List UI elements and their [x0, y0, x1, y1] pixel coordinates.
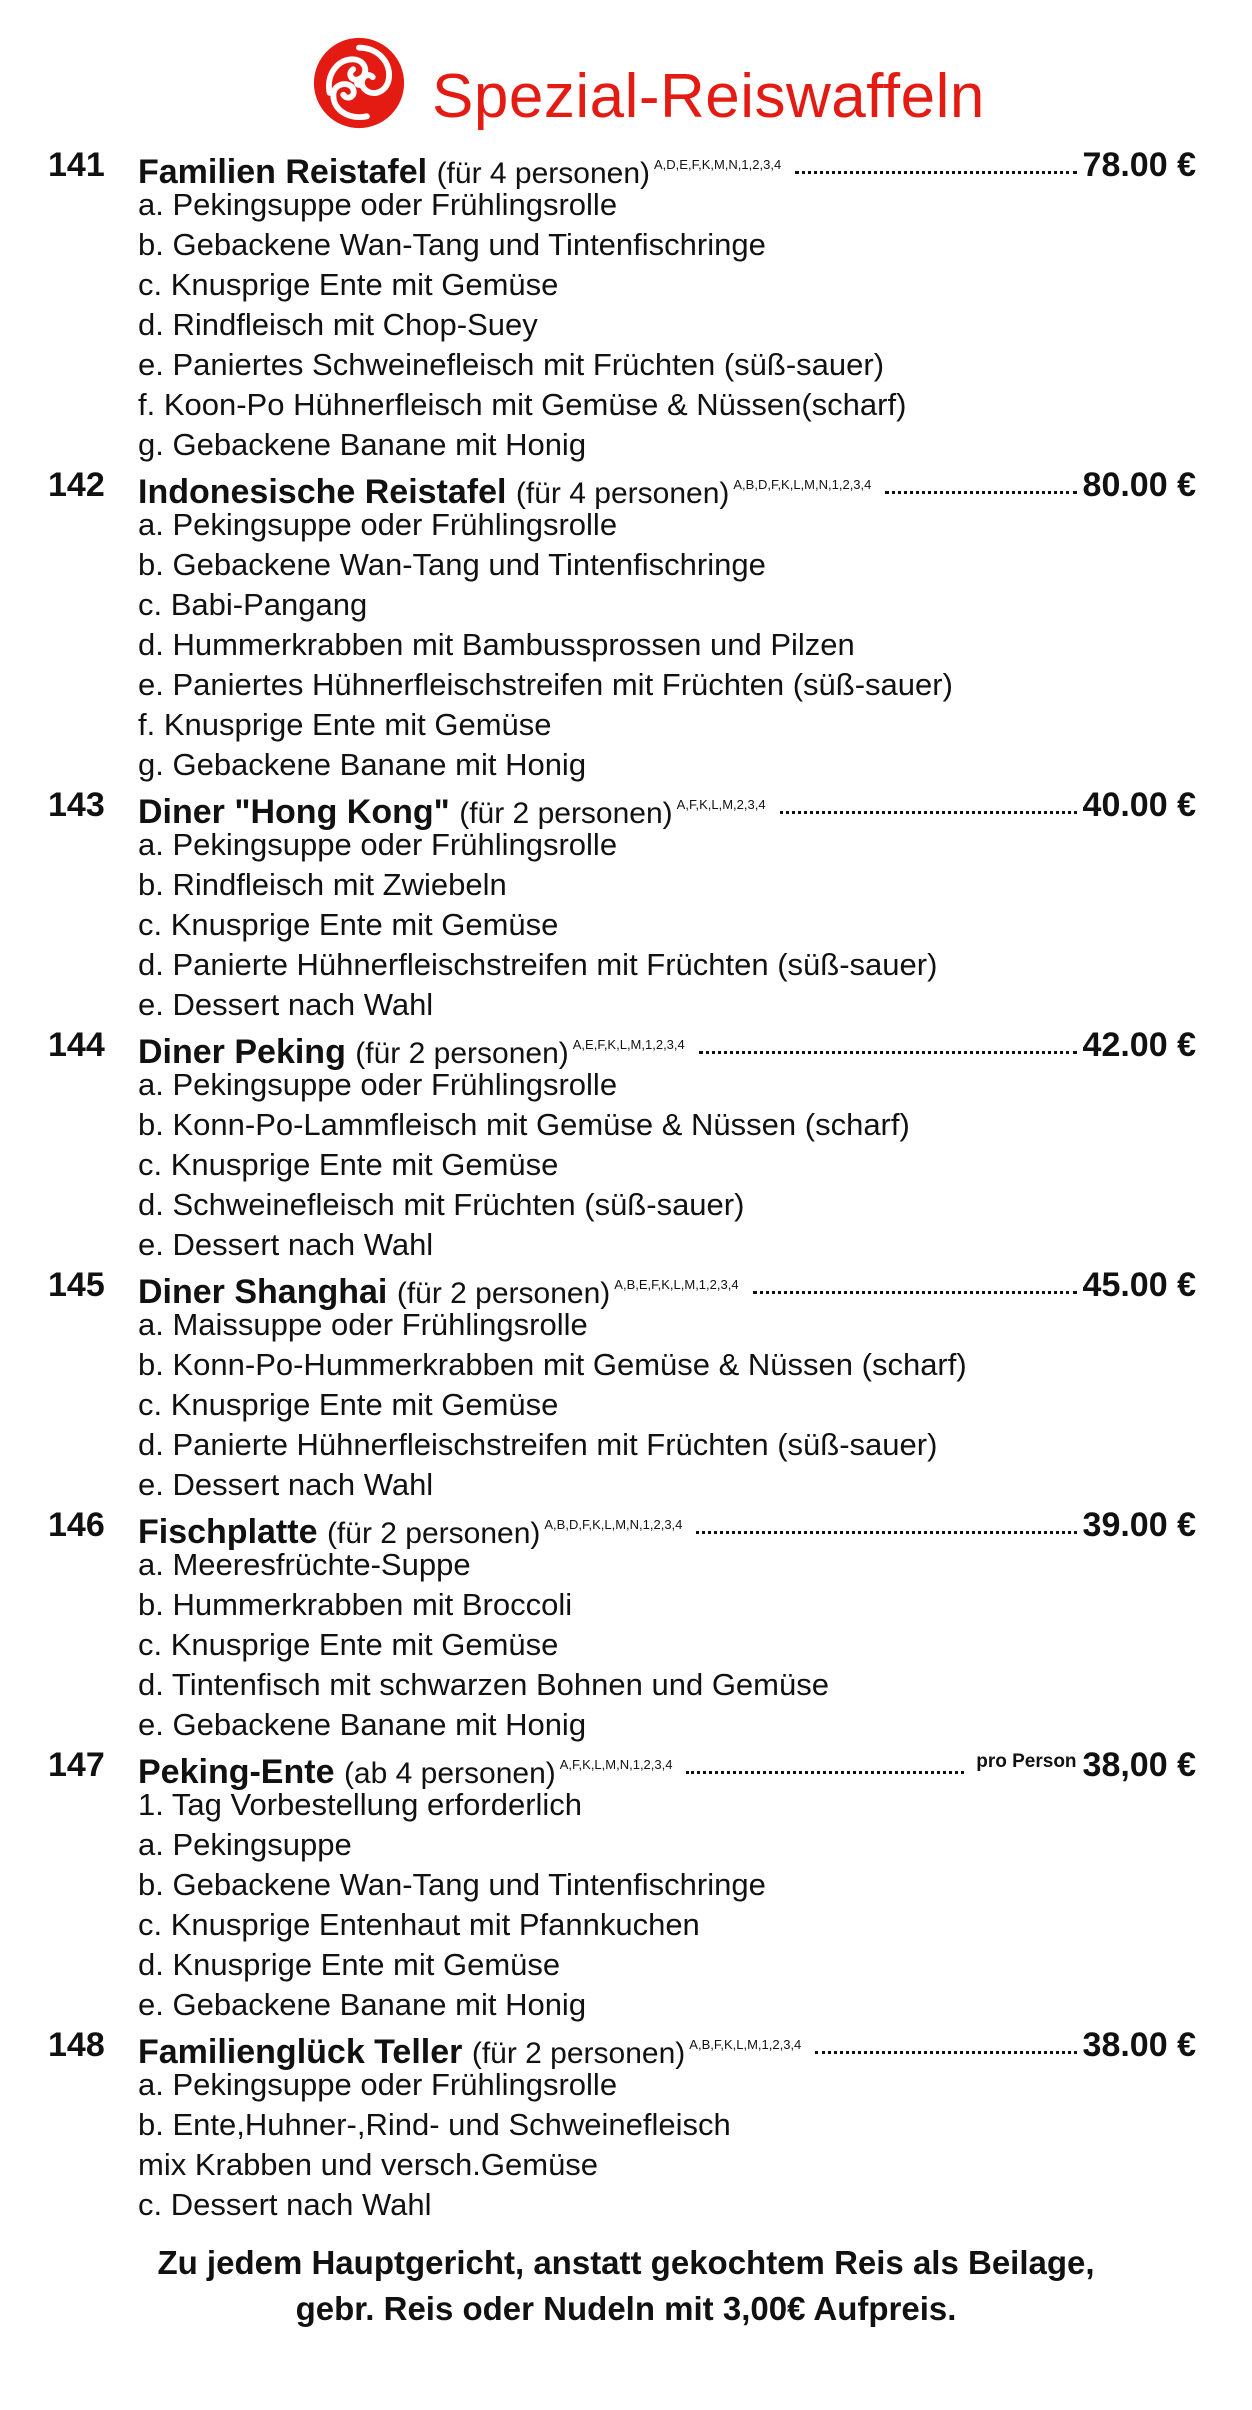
menu-item-name: Familien Reistafel — [138, 153, 428, 191]
menu-item — [0, 2025, 1252, 2225]
menu-item-course: g. Gebackene Banane mit Honig — [138, 747, 587, 782]
menu-item-course: b. Hummerkrabben mit Broccoli — [138, 1587, 573, 1622]
menu-item-price: 39.00 € — [1082, 1506, 1196, 1544]
menu-item-course: b. Ente,Huhner-,Rind- und Schweinefleisch — [138, 2107, 731, 2142]
menu-item-course: e. Dessert nach Wahl — [138, 1227, 434, 1262]
menu-item-course: e. Gebackene Banane mit Honig — [138, 1987, 587, 2022]
menu-item-name: Diner "Hong Kong" — [138, 793, 450, 831]
menu-item-course: e. Dessert nach Wahl — [138, 1467, 434, 1502]
menu-item-header — [0, 465, 1252, 511]
menu-item-course: b. Konn-Po-Hummerkrabben mit Gemüse & Nüssen (scharf) — [138, 1347, 967, 1382]
menu-item-number: 147 — [48, 1746, 105, 1784]
menu-item-course: mix Krabben und versch.Gemüse — [138, 2147, 599, 2182]
menu-item-price: 78.00 € — [1082, 146, 1196, 184]
menu-item-course: b. Gebackene Wan-Tang und Tintenfischringe — [138, 1867, 766, 1902]
menu-item-persons: (für 2 personen) — [396, 1277, 611, 1310]
menu-item-allergens: A,B,D,F,K,L,M,N,1,2,3,4 — [733, 477, 872, 492]
menu-item-title — [138, 1505, 682, 1554]
menu-item-course: e. Paniertes Hühnerfleischstreifen mit Früchten (süß-sauer) — [138, 667, 953, 702]
menu-item — [0, 1265, 1252, 1505]
menu-item-course: a. Pekingsuppe oder Frühlingsrolle — [138, 507, 618, 542]
menu-item-price: 38,00 € — [1082, 1746, 1196, 1784]
menu-item-leader-dots — [780, 811, 1077, 814]
menu-item-persons: (ab 4 personen) — [343, 1757, 556, 1790]
menu-item-price: 38.00 € — [1082, 2026, 1196, 2064]
menu-item — [0, 1025, 1252, 1265]
menu-item-title — [138, 145, 781, 194]
menu-item-allergens: A,B,E,F,K,L,M,1,2,3,4 — [614, 1277, 739, 1292]
menu-item-persons: (für 2 personen) — [471, 2037, 686, 2070]
menu-item-course: b. Konn-Po-Lammfleisch mit Gemüse & Nüssen (scharf) — [138, 1107, 910, 1142]
menu-item-unit: pro Person — [976, 1751, 1077, 1772]
menu-item-title — [138, 785, 766, 834]
menu-item-course: c. Knusprige Ente mit Gemüse — [138, 267, 559, 302]
menu-item-persons: (für 2 personen) — [459, 797, 673, 830]
menu-item-course: g. Gebackene Banane mit Honig — [138, 427, 587, 462]
menu-item-course: f. Koon-Po Hühnerfleisch mit Gemüse & Nüssen(scharf) — [138, 387, 907, 422]
menu-item — [0, 145, 1252, 465]
menu-item-number: 148 — [48, 2026, 105, 2064]
menu-item-course: a. Pekingsuppe oder Frühlingsrolle — [138, 187, 618, 222]
menu-item-persons: (für 2 personen) — [326, 1517, 541, 1550]
menu-item-header — [0, 1265, 1252, 1311]
menu-item-course: d. Knusprige Ente mit Gemüse — [138, 1947, 561, 1982]
menu-item-price: 45.00 € — [1082, 1266, 1196, 1304]
menu-item-number: 142 — [48, 466, 105, 504]
menu-item-course: d. Panierte Hühnerfleischstreifen mit Früchten (süß-sauer) — [138, 1427, 938, 1462]
menu-item-name: Peking-Ente — [138, 1753, 335, 1791]
menu-item-persons: (für 4 personen) — [436, 157, 651, 190]
menu-item-course: c. Knusprige Entenhaut mit Pfannkuchen — [138, 1907, 700, 1942]
menu-item-course: a. Pekingsuppe — [138, 1827, 352, 1862]
menu-item-header — [0, 1025, 1252, 1071]
menu-item-name: Indonesische Reistafel — [138, 473, 507, 511]
menu-item-leader-dots — [686, 1771, 964, 1774]
menu-item-allergens: A,F,K,L,M,N,1,2,3,4 — [559, 1757, 673, 1772]
menu-item-course: a. Pekingsuppe oder Frühlingsrolle — [138, 2067, 618, 2102]
menu-list — [0, 145, 1252, 2225]
menu-item-price: 42.00 € — [1082, 1026, 1196, 1064]
menu-item-course: a. Maissuppe oder Frühlingsrolle — [138, 1307, 588, 1342]
menu-item-course: c. Babi-Pangang — [138, 587, 368, 622]
menu-item-name: Fischplatte — [138, 1513, 318, 1551]
menu-item-course: c. Knusprige Ente mit Gemüse — [138, 1627, 559, 1662]
menu-item-number: 141 — [48, 146, 105, 184]
menu-item-allergens: A,F,K,L,M,2,3,4 — [676, 797, 766, 812]
menu-item-leader-dots — [699, 1051, 1077, 1054]
red-swirl-emblem-icon — [310, 34, 408, 132]
menu-item-course: a. Pekingsuppe oder Frühlingsrolle — [138, 827, 618, 862]
menu-item-header — [0, 785, 1252, 831]
menu-item-header — [0, 145, 1252, 191]
menu-item-name: Familienglück Teller — [138, 2033, 463, 2071]
menu-item-allergens: A,E,F,K,L,M,1,2,3,4 — [572, 1037, 685, 1052]
menu-item-course: c. Knusprige Ente mit Gemüse — [138, 1147, 559, 1182]
menu-item-title — [138, 1025, 685, 1074]
menu-item-course: d. Hummerkrabben mit Bambussprossen und Pilzen — [138, 627, 855, 662]
menu-item-course: d. Rindfleisch mit Chop-Suey — [138, 307, 538, 342]
menu-item-title — [138, 465, 871, 514]
menu-item-course: d. Panierte Hühnerfleischstreifen mit Früchten (süß-sauer) — [138, 947, 938, 982]
menu-item-allergens: A,B,F,K,L,M,1,2,3,4 — [689, 2037, 802, 2052]
menu-item-title — [138, 1745, 672, 1794]
menu-item-header — [0, 2025, 1252, 2071]
menu-item-course: c. Knusprige Ente mit Gemüse — [138, 907, 559, 942]
page-title: Spezial-Reiswaffeln — [432, 62, 985, 131]
menu-item — [0, 1745, 1252, 2025]
menu-item — [0, 785, 1252, 1025]
menu-item-leader-dots — [795, 171, 1076, 174]
menu-item-title — [138, 2025, 801, 2074]
menu-item-leader-dots — [696, 1531, 1076, 1534]
menu-item-number: 146 — [48, 1506, 105, 1544]
menu-item-price: 40.00 € — [1082, 786, 1196, 824]
menu-item-leader-dots — [885, 491, 1076, 494]
menu-item-price: 80.00 € — [1082, 466, 1196, 504]
menu-item-header — [0, 1745, 1252, 1791]
menu-item-course: f. Knusprige Ente mit Gemüse — [138, 707, 552, 742]
menu-item-persons: (für 2 personen) — [355, 1037, 569, 1070]
menu-item-leader-dots — [753, 1291, 1077, 1294]
menu-item-course: 1. Tag Vorbestellung erforderlich — [138, 1787, 583, 1822]
menu-item-course: c. Knusprige Ente mit Gemüse — [138, 1387, 559, 1422]
menu-item-leader-dots — [815, 2051, 1076, 2054]
menu-header — [0, 0, 1252, 140]
menu-item-number: 143 — [48, 786, 105, 824]
side-dish-note-line-2: gebr. Reis oder Nudeln mit 3,00€ Aufpreis. — [295, 2290, 957, 2327]
menu-item-allergens: A,D,E,F,K,M,N,1,2,3,4 — [654, 157, 782, 172]
menu-item-course: e. Paniertes Schweinefleisch mit Früchten (süß-sauer) — [138, 347, 885, 382]
menu-item-course: e. Dessert nach Wahl — [138, 987, 434, 1022]
menu-item-name: Diner Peking — [138, 1033, 346, 1071]
menu-item-course: a. Meeresfrüchte-Suppe — [138, 1547, 471, 1582]
menu-item-allergens: A,B,D,F,K,L,M,N,1,2,3,4 — [544, 1517, 683, 1532]
menu-item-course: e. Gebackene Banane mit Honig — [138, 1707, 587, 1742]
menu-item-name: Diner Shanghai — [138, 1273, 388, 1311]
menu-item-title — [138, 1265, 739, 1314]
menu-item — [0, 1505, 1252, 1745]
menu-item — [0, 465, 1252, 785]
menu-item-course: d. Tintenfisch mit schwarzen Bohnen und Gemüse — [138, 1667, 829, 1702]
menu-item-number: 145 — [48, 1266, 105, 1304]
menu-item-course: b. Rindfleisch mit Zwiebeln — [138, 867, 507, 902]
menu-item-course: b. Gebackene Wan-Tang und Tintenfischringe — [138, 547, 766, 582]
menu-item-course: c. Dessert nach Wahl — [138, 2187, 432, 2222]
menu-item-course: d. Schweinefleisch mit Früchten (süß-sauer) — [138, 1187, 745, 1222]
side-dish-note-line-1: Zu jedem Hauptgericht, anstatt gekochtem Reis als Beilage, — [157, 2244, 1095, 2281]
menu-item-course: a. Pekingsuppe oder Frühlingsrolle — [138, 1067, 618, 1102]
menu-item-header — [0, 1505, 1252, 1551]
menu-item-persons: (für 4 personen) — [515, 477, 730, 510]
side-dish-note — [0, 2240, 1252, 2332]
menu-item-course: b. Gebackene Wan-Tang und Tintenfischringe — [138, 227, 766, 262]
menu-item-number: 144 — [48, 1026, 105, 1064]
